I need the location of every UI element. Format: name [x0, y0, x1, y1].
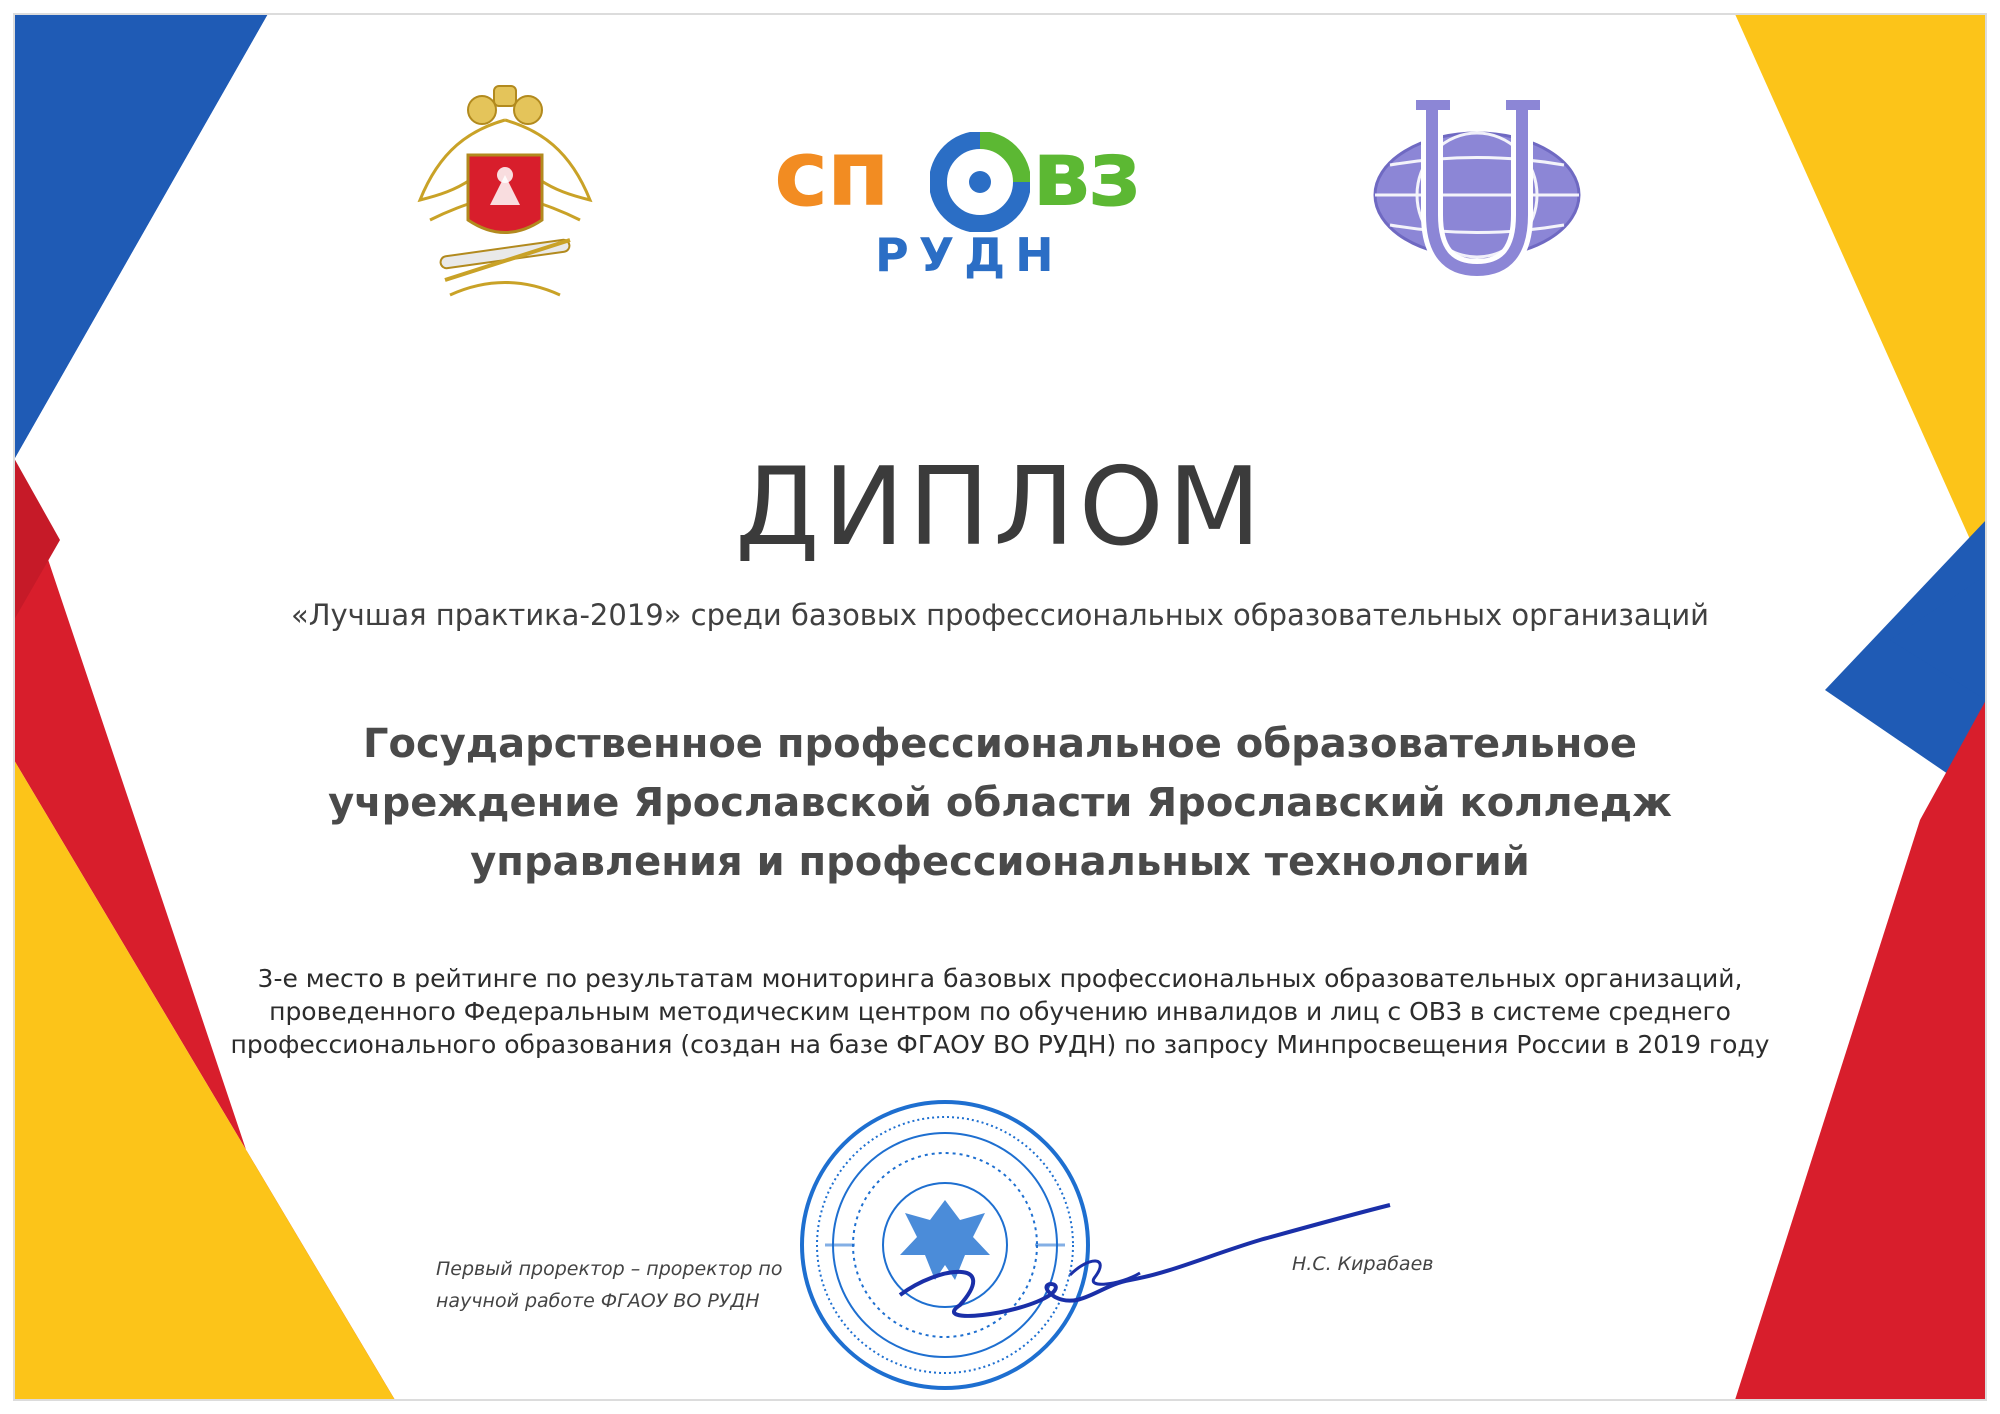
- award-description-line: 3-е место в рейтинге по результатам мониторинга базовых профессиональных образовательных организаций,: [257, 964, 1743, 993]
- award-description: [0, 962, 2000, 1061]
- signatory-title: [436, 1253, 806, 1317]
- logo-text-sp: сп: [774, 120, 889, 227]
- document-title: ДИПЛОМ: [735, 445, 1265, 570]
- ministry-emblem-logo: [410, 80, 600, 310]
- logo-text-vz: вз: [1032, 120, 1140, 227]
- logo-text-rudn: РУДН: [875, 228, 1064, 282]
- signatory-name: Н.С. Кирабаев: [1292, 1253, 1434, 1275]
- award-description-line: проведенного Федеральным методическим центром по обучению инвалидов и лиц с ОВЗ в системе среднего: [269, 997, 1731, 1026]
- signatory-title-line: Первый проректор – проректор по: [436, 1258, 783, 1280]
- organization-name-line: Государственное профессиональное образовательное: [363, 721, 1637, 767]
- spovz-rudn-logo: [760, 110, 1200, 290]
- logo-o-ring-icon: [930, 132, 1030, 232]
- organization-name-line: учреждение Ярославской области Ярославский колледж: [328, 780, 1672, 826]
- signatory-title-line: научной работе ФГАОУ ВО РУДН: [436, 1290, 760, 1312]
- award-description-line: профессионального образования (создан на базе ФГАОУ ВО РУДН) по запросу Минпросвещения России в 2019 году: [230, 1030, 1770, 1059]
- rudn-globe-emblem-logo: [1370, 95, 1585, 285]
- nomination-subtitle: «Лучшая практика-2019» среди базовых профессиональных образовательных организаций: [290, 598, 1710, 632]
- organization-name: [0, 715, 2000, 892]
- organization-name-line: управления и профессиональных технологий: [470, 839, 1530, 885]
